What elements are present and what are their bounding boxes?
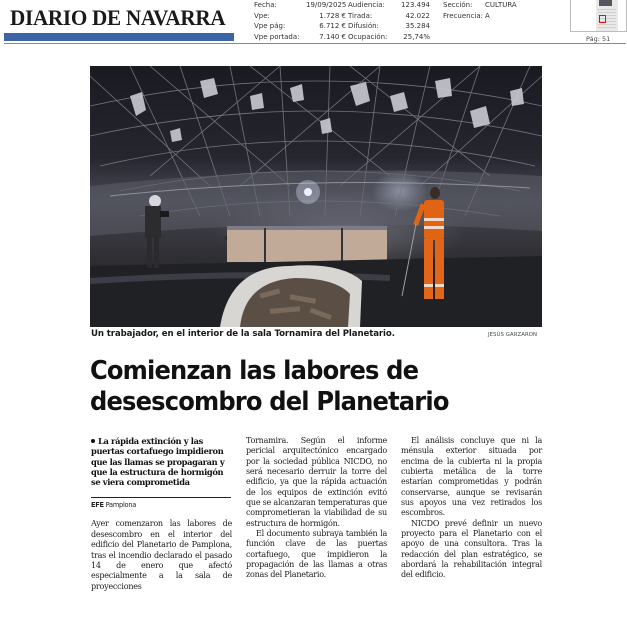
meta-label: Vpe portada: <box>254 33 300 42</box>
meta-row-ocupacion <box>348 32 430 43</box>
meta-label: Fecha: <box>254 1 277 9</box>
headline-line-2: desescombro del Planetario <box>90 387 449 417</box>
meta-value: 25,74% <box>403 33 430 42</box>
meta-value: CULTURA <box>485 1 517 9</box>
clipping-meta-col3 <box>443 0 517 21</box>
planetarium-interior-illustration <box>90 66 542 327</box>
meta-row-vpe-pag <box>254 21 346 32</box>
meta-label: Vpe pág: <box>254 22 286 31</box>
meta-value: A <box>485 11 490 20</box>
meta-label: Audiencia: <box>348 1 385 9</box>
article-column-3 <box>401 436 542 581</box>
meta-row-seccion <box>443 0 517 11</box>
meta-row-frecuencia <box>443 11 517 22</box>
header-divider <box>4 43 626 44</box>
paragraph: NICDO prevé definir un nuevo proyecto para el Planetario con el apoyo de una consultora. Tras la redacción del plan estratégico, se abordará la rehabilitación integral del edificio. <box>401 518 542 580</box>
paragraph: Ayer comenzaron las labores de desescombro en el interior del edificio del Planetario de Pamplona, tras el incendio declarado el pasado 14 de enero que afectó especialmente a la sala de proyecciones <box>91 519 232 591</box>
meta-row-vpe-portada <box>254 32 346 43</box>
paragraph: El análisis concluye que ni la ménsula exterior situada por encima de la cubierta ni la propia cubierta metálica de la torre estarían comprometidas y podrán conservarse, aunque se revisarán sus apoyos una vez retirados los escombros. <box>401 436 542 518</box>
thumbnail-line <box>598 12 616 13</box>
subhead-text: La rápida extinción y las puertas cortafuego impidieron que las llamas se propagaran y que la estructura de hormigón se viera comprometida <box>91 436 225 488</box>
meta-row-vpe <box>254 11 346 22</box>
headline-line-1: Comienzan las labores de <box>90 356 419 386</box>
meta-value: 35.284 <box>405 22 430 31</box>
thumbnail-line <box>598 9 616 10</box>
thumbnail-line <box>598 24 616 25</box>
article-column-2 <box>246 436 387 581</box>
paragraph: Tornamira. Según el informe pericial arquitectónico encargado por la sociedad pública NICDO, no será necesario derruir la torre del edificio, ya que la rápida actuación de los equipos de extinción evitó que se alcanzaran temperaturas que comprometieran la viabilidad de su estructura de hormigón. <box>246 436 387 528</box>
byline-agency: EFE <box>91 501 104 510</box>
meta-label: Sección: <box>443 1 473 9</box>
article-photo <box>90 66 542 327</box>
article-headline <box>90 356 518 418</box>
article-subhead <box>91 436 232 487</box>
meta-value: 1.728 € <box>319 11 346 20</box>
meta-value: 42.022 <box>405 11 430 20</box>
clipping-meta-col2 <box>348 0 430 43</box>
masthead-logo: DIARIO DE NAVARRA <box>10 5 226 30</box>
meta-value: 7.140 € <box>319 33 346 42</box>
meta-row-tirada <box>348 11 430 22</box>
meta-row-difusion <box>348 21 430 32</box>
meta-row-audiencia <box>348 0 430 11</box>
photo-caption: Un trabajador, en el interior de la sala Tornamira del Planetario. <box>91 329 395 339</box>
meta-value: 123.494 <box>401 1 430 9</box>
meta-row-fecha <box>254 0 346 11</box>
page-number: Pág: 51 <box>586 35 611 43</box>
byline-place: Pamplona <box>105 501 137 510</box>
meta-value: 19/09/2025 <box>306 1 347 9</box>
meta-label: Ocupación: <box>348 33 388 42</box>
brand-bar <box>4 33 234 41</box>
thumbnail-photo <box>599 0 612 6</box>
bullet-icon <box>91 439 95 443</box>
article-byline <box>91 501 232 510</box>
thumbnail-line <box>598 27 616 28</box>
paragraph: El documento subraya también la función clave de las puertas cortafuego, que impidieron la propagación de las llamas a otras zonas del Planetario. <box>246 529 387 580</box>
meta-label: Vpe: <box>254 11 270 20</box>
article-location-marker <box>599 15 606 23</box>
byline-divider <box>91 497 231 498</box>
clipping-meta-col1 <box>254 0 346 43</box>
meta-label: Frecuencia: <box>443 11 484 20</box>
meta-label: Tirada: <box>348 11 373 20</box>
article-column-1 <box>91 436 232 592</box>
meta-value: 6.712 € <box>319 22 346 31</box>
photo-credit: JESÚS GARZARON <box>488 332 538 338</box>
meta-label: Difusión: <box>348 22 379 31</box>
